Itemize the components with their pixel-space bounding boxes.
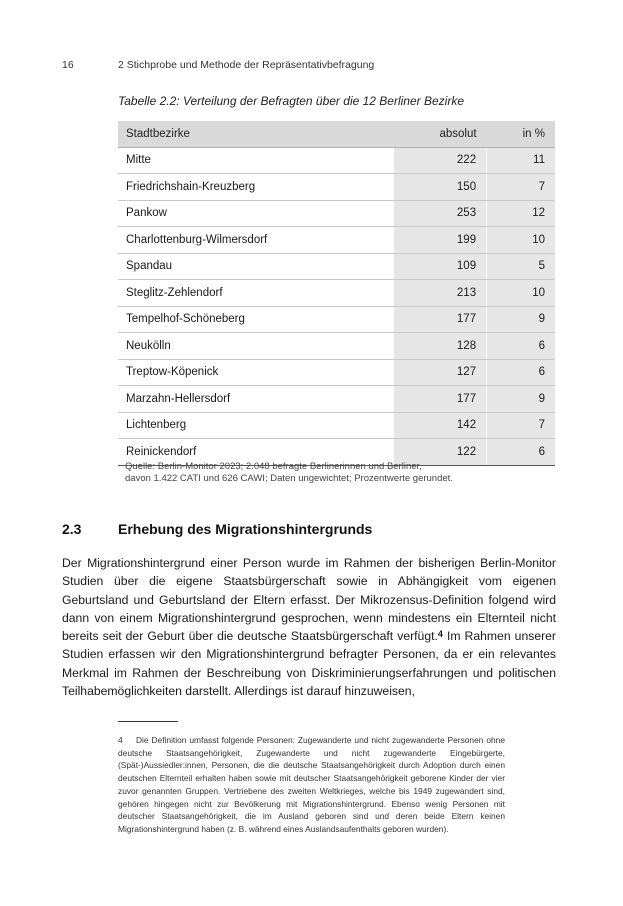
table-row (118, 333, 555, 360)
district-name: Spandau (118, 253, 394, 280)
table-row (118, 174, 555, 201)
district-name: Treptow-Köpenick (118, 359, 394, 386)
table-row (118, 200, 555, 227)
section-number: 2.3 (62, 521, 82, 537)
district-name: Friedrichshain-Kreuzberg (118, 174, 394, 201)
header-absolute: absolut (394, 121, 486, 147)
district-percent: 7 (487, 174, 555, 201)
district-absolute: 177 (394, 386, 486, 413)
district-percent: 9 (487, 386, 555, 413)
district-percent: 6 (487, 439, 555, 466)
page-number: 16 (62, 59, 74, 71)
district-absolute: 177 (394, 306, 486, 333)
district-name: Pankow (118, 200, 394, 227)
footnote-reference[interactable]: 4 (437, 629, 443, 640)
district-absolute: 199 (394, 227, 486, 254)
district-absolute: 142 (394, 412, 486, 439)
district-name: Lichtenberg (118, 412, 394, 439)
district-absolute: 222 (394, 147, 486, 174)
header-district: Stadtbezirke (118, 121, 394, 147)
table-row (118, 386, 555, 413)
district-percent: 11 (487, 147, 555, 174)
footnote-number: 4 (118, 735, 123, 745)
district-percent: 6 (487, 359, 555, 386)
district-name: Mitte (118, 147, 394, 174)
district-name: Tempelhof-Schöneberg (118, 306, 394, 333)
district-absolute: 253 (394, 200, 486, 227)
source-line: Quelle: Berlin-Monitor 2023; 2.048 befragte Berlinerinnen und Berliner, (125, 461, 422, 472)
district-absolute: 122 (394, 439, 486, 466)
district-absolute: 128 (394, 333, 486, 360)
paragraph-text: Im Rahmen unserer Studien erfassen wir den Migrationshintergrund befragter Personen, da er ein relevantes Merkmal im Rahmen der Beschreibung von Diskriminierungserfahrungen und politischen Teilhabemöglichkeiten darstellt. Allerdings ist darauf hinzuweisen, (62, 629, 556, 699)
district-percent: 10 (487, 280, 555, 307)
district-absolute: 213 (394, 280, 486, 307)
chapter-title: 2 Stichprobe und Methode der Repräsentativbefragung (118, 59, 375, 71)
section-heading (62, 521, 372, 537)
district-percent: 9 (487, 306, 555, 333)
table-row (118, 306, 555, 333)
footnote (118, 734, 505, 836)
district-name: Marzahn-Hellersdorf (118, 386, 394, 413)
district-percent: 6 (487, 333, 555, 360)
district-percent: 5 (487, 253, 555, 280)
district-absolute: 127 (394, 359, 486, 386)
footnote-text: Die Definition umfasst folgende Personen: Zugewanderte und nicht zugewanderte Personen ohne deutsche Staatsangehörigkeit, Zugewanderte und nicht zugewanderte Eingebürgerte, (Spät-)Aussiedler:innen, Personen, die die deutsche Staatsangehörigkeit durch Adoption durch einen deutschen Elternteil erhalten haben sowie mit deutscher Staatsangehörigkeit geborene Kinder der vier zuvor genannten Gruppen. Vertriebene des zweiten Weltkrieges, welche bis 1949 zugewandert sind, gehören hingegen nicht zur Bevölkerung mit Migrationshintergrund. Ebenso wenig Personen mit deutscher Staatsangehörigkeit, die im Ausland geboren sind und deren beide Eltern keinen Migrationshintergrund haben (z. B. während eines Auslandsaufenthalts geboren wurden). (118, 735, 505, 834)
district-name: Neukölln (118, 333, 394, 360)
district-percent: 10 (487, 227, 555, 254)
table-row (118, 227, 555, 254)
district-name: Steglitz-Zehlendorf (118, 280, 394, 307)
table-row (118, 253, 555, 280)
header-percent: in % (487, 121, 555, 147)
district-percent: 12 (487, 200, 555, 227)
footnote-divider (118, 721, 178, 722)
table-row (118, 359, 555, 386)
district-name: Charlottenburg-Wilmersdorf (118, 227, 394, 254)
table-header-row (118, 121, 555, 147)
table-source-note (125, 461, 453, 485)
table-row (118, 412, 555, 439)
body-paragraph (62, 554, 556, 700)
paragraph-text: Der Migrationshintergrund einer Person wurde im Rahmen der bisherigen Berlin-Monitor Studien über die eigene Staatsbürgerschaft sowie in Abhängigkeit vom eigenen Geburtsland und Geburtsland der Eltern erfasst. Der Mikrozensus-Definition folgend wird dann von einem Migrationshintergrund gesprochen, wenn mindestens ein Elternteil nicht bereits seit der Geburt über die deutsche Staatsbürgerschaft verfügt. (62, 556, 556, 644)
section-title: Erhebung des Migrationshintergrunds (118, 521, 373, 537)
district-percent: 7 (487, 412, 555, 439)
table-row (118, 147, 555, 174)
table-row (118, 280, 555, 307)
district-name: Reinickendorf (118, 439, 394, 466)
source-line: davon 1.422 CATI und 626 CAWI; Daten ungewichtet; Prozentwerte gerundet. (125, 473, 453, 484)
district-table (118, 121, 555, 466)
district-absolute: 109 (394, 253, 486, 280)
district-absolute: 150 (394, 174, 486, 201)
table-caption: Tabelle 2.2: Verteilung der Befragten über die 12 Berliner Bezirke (118, 94, 464, 108)
